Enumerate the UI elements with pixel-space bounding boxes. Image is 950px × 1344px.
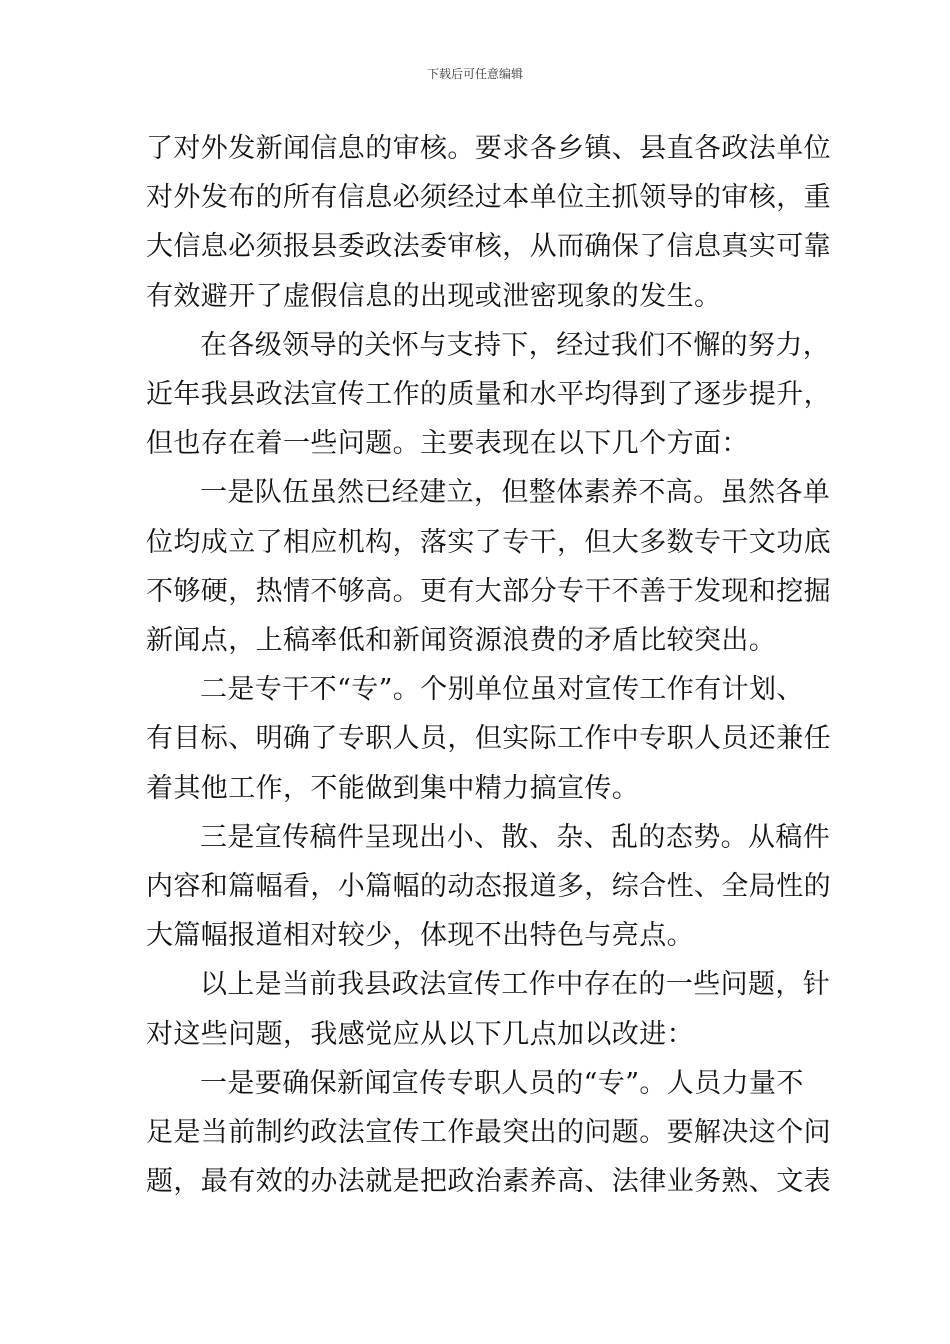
paragraph-4 (146, 665, 831, 813)
text-line: 一是队伍虽然已经建立，但整体素养不高。虽然各单 (200, 477, 831, 509)
text-line: 以上是当前我县政法宣传工作中存在的一些问题，针 (200, 969, 831, 1001)
document-body (146, 124, 831, 1206)
text-line: 位均成立了相应机构，落实了专干，但大多数专干文功底 (146, 526, 831, 558)
text-line: 了对外发新闻信息的审核。要求各乡镇、县直各政法单位 (146, 133, 831, 164)
text-line: 有效避开了虚假信息的出现或泄密现象的发生。 (146, 280, 722, 312)
text-line: 对外发布的所有信息必须经过本单位主抓领导的审核，重 (146, 182, 831, 214)
text-line: 内容和篇幅看，小篇幅的动态报道多，综合性、全局性的 (146, 871, 831, 903)
text-line: 三是宣传稿件呈现出小、散、杂、乱的态势。从稿件 (200, 821, 831, 853)
text-line: 着其他工作，不能做到集中精力搞宣传。 (146, 772, 640, 804)
text-line: 足是当前制约政法宣传工作最突出的问题。要解决这个问 (146, 1117, 831, 1149)
paragraph-1 (146, 124, 831, 321)
paragraph-5 (146, 813, 831, 961)
page-header: 下载后可任意编辑 (426, 67, 523, 81)
text-line: 对这些问题，我感觉应从以下几点加以改进： (146, 1018, 694, 1050)
text-line: 题，最有效的办法就是把政治素养高、法律业务熟、文表 (146, 1166, 831, 1198)
text-line: 大信息必须报县委政法委审核，从而确保了信息真实可靠 (146, 231, 831, 263)
paragraph-3 (146, 468, 831, 665)
text-line: 在各级领导的关怀与支持下，经过我们不懈的努力， (200, 329, 831, 361)
text-line: 新闻点，上稿率低和新闻资源浪费的矛盾比较突出。 (146, 625, 777, 657)
text-line: 一是要确保新闻宣传专职人员的“专”。人员力量不 (200, 1067, 804, 1099)
text-line: 有目标、明确了专职人员，但实际工作中专职人员还兼任 (146, 723, 831, 755)
text-line: 大篇幅报道相对较少，体现不出特色与亮点。 (146, 920, 694, 952)
text-line: 近年我县政法宣传工作的质量和水平均得到了逐步提升， (146, 379, 831, 411)
text-line: 但也存在着一些问题。主要表现在以下几个方面： (146, 428, 749, 460)
paragraph-7 (146, 1059, 831, 1207)
paragraph-6 (146, 960, 831, 1058)
paragraph-2 (146, 321, 831, 469)
text-line: 不够硬，热情不够高。更有大部分专干不善于发现和挖掘 (146, 575, 831, 607)
text-line: 二是专干不“专”。个别单位虽对宣传工作有计划、 (200, 674, 804, 706)
